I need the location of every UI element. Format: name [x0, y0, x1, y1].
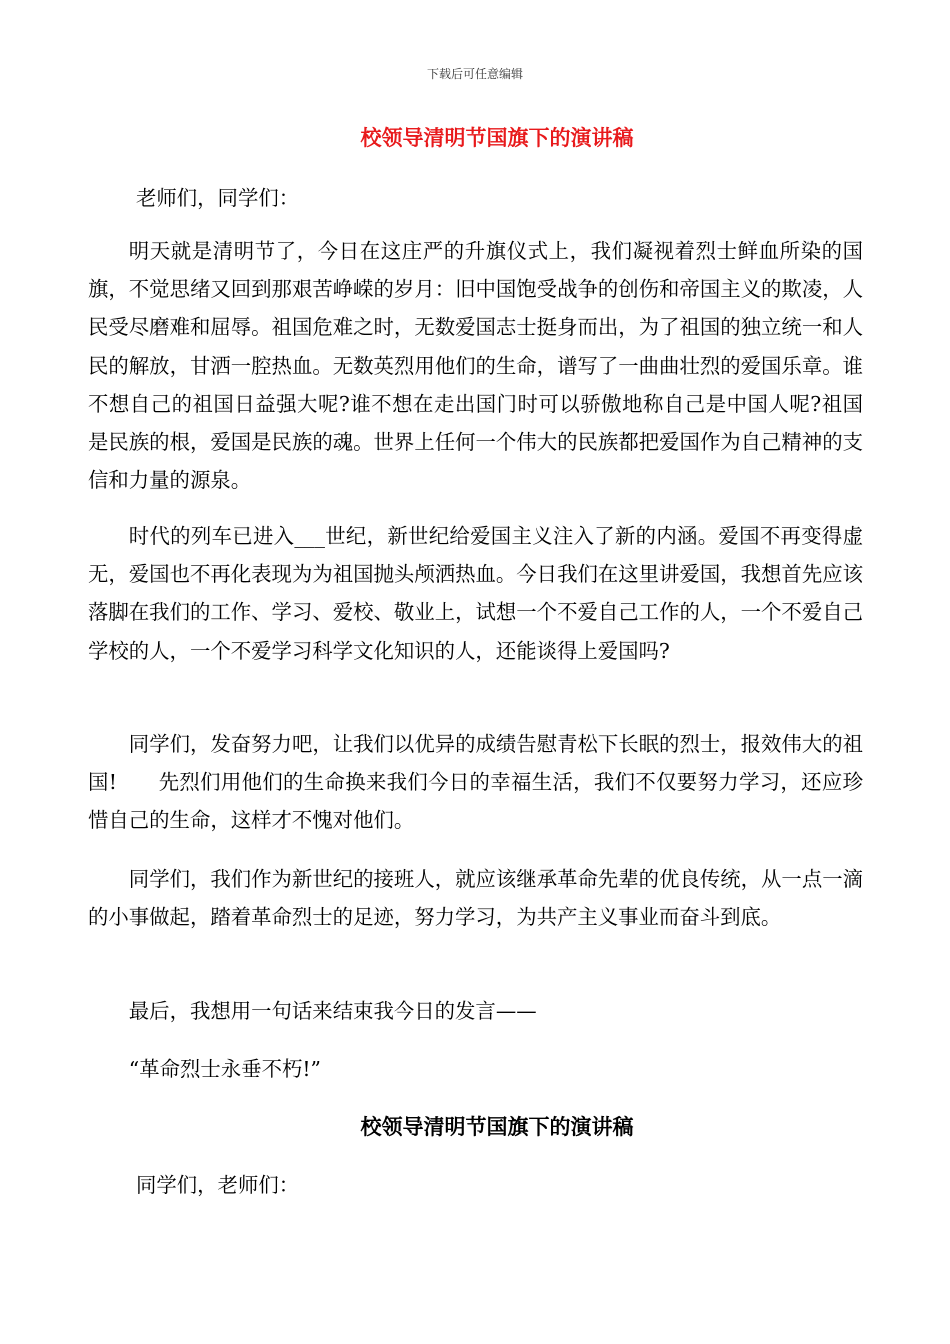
- speech-title-1: 校领导清明节国旗下的演讲稿: [360, 125, 634, 150]
- paragraph-1: 明天就是清明节了，今日在这庄严的升旗仪式上，我们凝视着烈士鲜血所染的国旗，不觉思绪又回到那艰苦峥嵘的岁月：旧中国饱受战争的创伤和帝国主义的欺凌，人民受尽磨难和屈辱。祖国危难之时，无数爱国志士挺身而出，为了祖国的独立统一和人民的解放，甘洒一腔热血。无数英烈用他们的生命，谱写了一曲曲壮烈的爱国乐章。谁不想自己的祖国日益强大呢?谁不想在走出国门时可以骄傲地称自己是中国人呢?祖国是民族的根，爱国是民族的魂。世界上任何一个伟大的民族都把爱国作为自己精神的支信和力量的源泉。: [88, 239, 863, 493]
- paragraph-6: “革命烈士永垂不朽!”: [128, 1057, 321, 1081]
- header-note: 下载后可任意编辑: [426, 67, 523, 81]
- paragraph-5: 最后，我想用一句话来结束我今日的发言——: [128, 999, 537, 1023]
- paragraph-4: 同学们，我们作为新世纪的接班人，就应该继承革命先辈的优良传统，从一点一滴的小事做起，踏着革命烈士的足迹，努力学习，为共产主义事业而奋斗到底。: [88, 867, 863, 930]
- paragraph-3: 同学们，发奋努力吧，让我们以优异的成绩告慰青松下长眠的烈士，报效伟大的祖国! 先烈们用他们的生命换来我们今日的幸福生活，我们不仅要努力学习，还应珍惜自己的生命，这样才不愧对他们。: [88, 732, 863, 833]
- speech-title-2: 校领导清明节国旗下的演讲稿: [360, 1114, 634, 1139]
- salutation-1: 老师们，同学们：: [136, 186, 300, 210]
- salutation-2: 同学们，老师们：: [136, 1173, 300, 1197]
- paragraph-2: 时代的列车已进入___世纪，新世纪给爱国主义注入了新的内涵。爱国不再变得虚无，爱国也不再化表现为为祖国抛头颅洒热血。今日我们在这里讲爱国，我想首先应该落脚在我们的工作、学习、爱校、敬业上，试想一个不爱自己工作的人，一个不爱自己学校的人，一个不爱学习科学文化知识的人，还能谈得上爱国吗?: [88, 524, 863, 663]
